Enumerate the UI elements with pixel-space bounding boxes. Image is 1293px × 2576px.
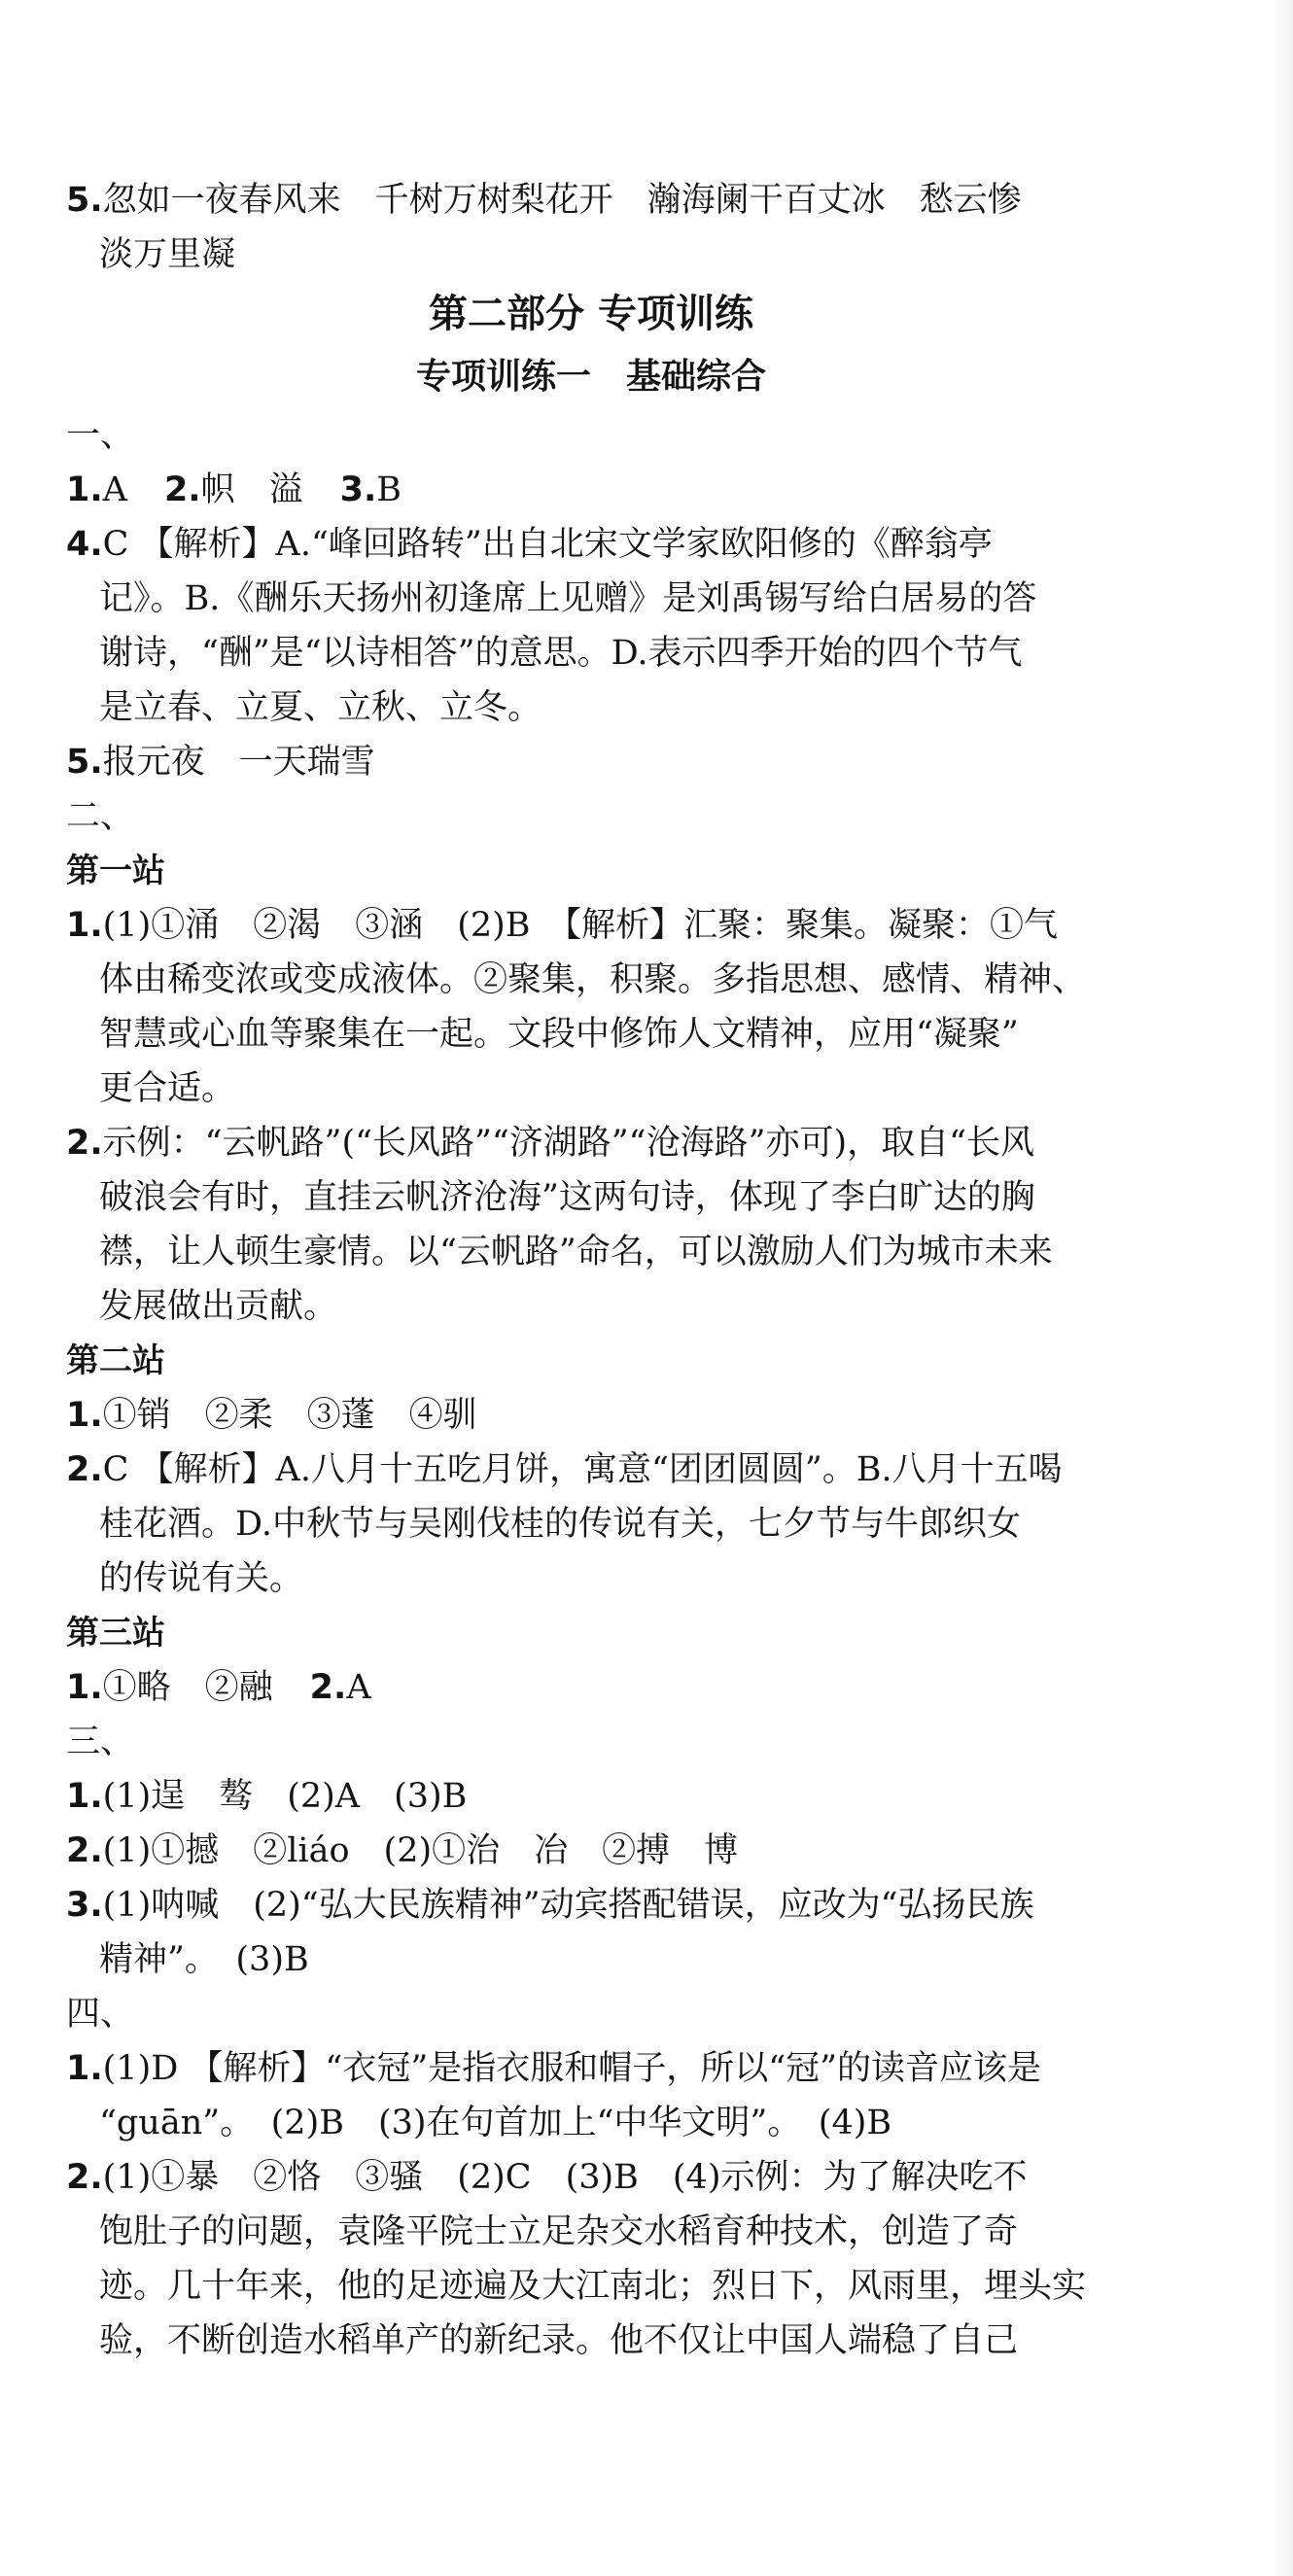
section-3-heading: 三、 <box>66 1723 135 1761</box>
item-number: 2. <box>163 470 201 509</box>
s3-q1-line <box>66 1769 1116 1824</box>
st1-q1-line-2: 体由稀变浓或变成液体。②聚集，积聚。多指思想、感情、精神、 <box>99 960 1087 999</box>
station-2-title: 第二站 <box>66 1341 165 1380</box>
section-4-heading: 四、 <box>66 1995 135 2034</box>
item-number: 3. <box>66 1886 103 1925</box>
answer-text: (1)①暴 ②恪 ③骚 (2)C (3)B (4)示例：为了解决吃不 <box>102 2158 1028 2197</box>
q4-line-1 <box>66 517 1116 572</box>
q4-line-4: 是立春、立夏、立秋、立冬。 <box>99 688 542 727</box>
section-1-answers-row <box>66 463 1116 517</box>
section-2-heading: 二、 <box>66 797 135 836</box>
answer-text: C 【解析】A.八月十五吃月饼，寓意“团团圆圆”。B.八月十五喝 <box>102 1450 1063 1489</box>
st1-q1-line-4: 更合适。 <box>99 1069 236 1108</box>
answer-text: (1)呐喊 (2)“弘大民族精神”动宾搭配错误，应改为“弘扬民族 <box>102 1886 1034 1925</box>
st1-q1-line-1 <box>66 898 1116 953</box>
st1-q1-line-3: 智慧或心血等聚集在一起。文段中修饰人文精神，应用“凝聚” <box>99 1015 1019 1054</box>
st2-q1-line <box>66 1388 1116 1443</box>
s4-q2-line-3: 迹。几十年来，他的足迹遍及大江南北；烈日下，风雨里，埋头实 <box>99 2267 1087 2306</box>
answer-content <box>66 173 1116 2368</box>
q4-line-2: 记》。B.《酬乐天扬州初逢席上见赠》是刘禹锡写给白居易的答 <box>99 579 1037 618</box>
part-title: 第二部分 专项训练 <box>429 292 753 336</box>
answer: 帜 溢 <box>200 470 303 509</box>
answer: A <box>346 1668 371 1707</box>
item-number: 3. <box>339 470 377 509</box>
answer-text: 报元夜 一天瑞雪 <box>102 743 375 782</box>
st1-q2-line-3: 襟，让人顿生豪情。以“云帆路”命名，可以激励人们为城市未来 <box>99 1233 1053 1271</box>
station-1-title: 第一站 <box>66 852 165 890</box>
item-number: 2. <box>309 1668 347 1707</box>
item-number: 5. <box>66 181 103 220</box>
answer-text: ①销 ②柔 ③蓬 ④驯 <box>102 1396 477 1435</box>
station-3-title: 第三站 <box>66 1614 165 1653</box>
answer: ①略 ②融 <box>102 1668 273 1707</box>
answer-text: C 【解析】A.“峰回路转”出自北宋文学家欧阳修的《醉翁亭 <box>102 525 993 564</box>
st2-q2-line-3: 的传说有关。 <box>99 1559 304 1598</box>
item-number: 1. <box>66 1777 103 1816</box>
item-number: 4. <box>66 525 103 564</box>
page-edge-shadow <box>1272 0 1293 2576</box>
item-number: 2. <box>66 1831 103 1870</box>
item-5-line-2: 淡万里凝 <box>99 235 236 274</box>
answer-text: (1)①撼 ②liáo (2)①治 冶 ②搏 博 <box>102 1831 739 1870</box>
q5-line <box>66 735 1116 789</box>
answer-text: (1)①涌 ②渴 ③涵 (2)B 【解析】汇聚：聚集。凝聚：①气 <box>102 906 1059 945</box>
answer-text: 示例：“云帆路”(“长风路”“济湖路”“沧海路”亦可)，取自“长风 <box>102 1124 1035 1163</box>
s4-q2-line-4: 验，不断创造水稻单产的新纪录。他不仅让中国人端稳了自己 <box>99 2321 1019 2360</box>
section-1-heading: 一、 <box>66 416 135 455</box>
answer-text: (1)D 【解析】“衣冠”是指衣服和帽子，所以“冠”的读音应该是 <box>102 2049 1041 2088</box>
s3-q2-line <box>66 1824 1116 1878</box>
answer-text: (1)逞 骜 (2)A (3)B <box>102 1777 468 1816</box>
item-number: 1. <box>66 1396 103 1435</box>
st3-answers-row <box>66 1660 1116 1715</box>
item-text: 忽如一夜春风来 千树万树梨花开 瀚海阑干百丈冰 愁云惨 <box>102 181 1022 220</box>
item-number: 1. <box>66 1668 103 1707</box>
item-number: 1. <box>66 906 103 945</box>
unit-title: 专项训练一 基础综合 <box>415 357 766 397</box>
item-number: 2. <box>66 1124 103 1163</box>
s4-q2-line-1 <box>66 2150 1116 2205</box>
item-number: 2. <box>66 1450 103 1489</box>
item-5-line-1 <box>66 173 1116 227</box>
answer: B <box>376 470 402 509</box>
item-number: 1. <box>66 2049 103 2088</box>
q4-line-3: 谢诗，“酬”是“以诗相答”的意思。D.表示四季开始的四个节气 <box>99 634 1023 673</box>
st2-q2-line-2: 桂花酒。D.中秋节与吴刚伐桂的传说有关，七夕节与牛郎织女 <box>99 1505 1021 1544</box>
answer: A <box>102 470 127 509</box>
st1-q2-line-1 <box>66 1116 1116 1170</box>
item-number: 2. <box>66 2158 103 2197</box>
item-number: 5. <box>66 743 103 782</box>
st1-q2-line-2: 破浪会有时，直挂云帆济沧海”这两句诗，体现了李白旷达的胸 <box>99 1178 1035 1217</box>
s4-q1-line-1 <box>66 2041 1116 2096</box>
s3-q3-line-2: 精神”。 (3)B <box>99 1940 309 1979</box>
s4-q1-line-2: “guān”。 (2)B (3)在句首加上“中华文明”。 (4)B <box>99 2104 892 2142</box>
item-number: 1. <box>66 470 103 509</box>
s3-q3-line-1 <box>66 1878 1116 1932</box>
st2-q2-line-1 <box>66 1443 1116 1497</box>
s4-q2-line-2: 饱肚子的问题，袁隆平院士立足杂交水稻育种技术，创造了奇 <box>99 2212 1019 2251</box>
st1-q2-line-4: 发展做出贡献。 <box>99 1287 338 1326</box>
